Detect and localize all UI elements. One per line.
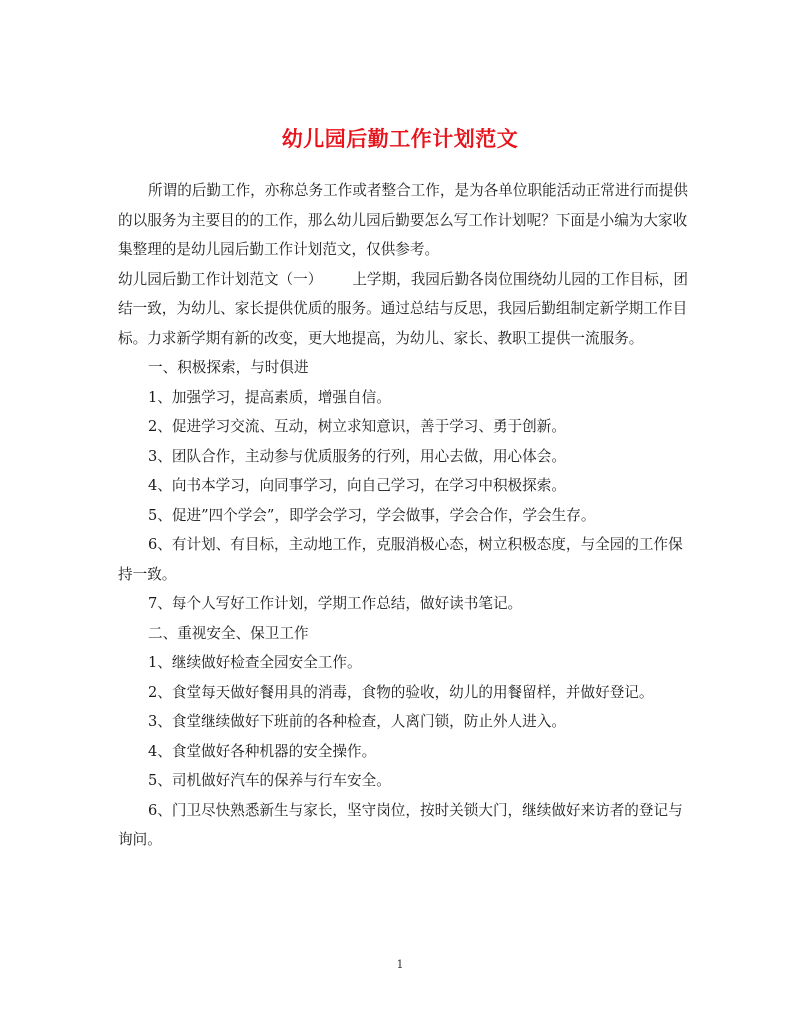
section1-item: 7、每个人写好工作计划，学期工作总结，做好读书笔记。: [148, 595, 523, 612]
page-number: 1: [396, 958, 404, 971]
section2-item: 4、食堂做好各种机器的安全操作。: [148, 742, 377, 760]
sample-heading: 幼儿园后勤工作计划范文（一）: [118, 270, 323, 288]
section2-item: 2、食堂每天做好餐用具的消毒，食物的验收，幼儿的用餐留样，并做好登记。: [148, 683, 654, 701]
section1-item: 4、向书本学习，向同事学习，向自己学习，在学习中积极探索。: [148, 477, 566, 494]
sample-paragraph: [118, 265, 688, 354]
section2-title: 二、重视安全、保卫工作: [148, 624, 309, 642]
section2-item: 1、继续做好检查全园安全工作。: [148, 654, 362, 671]
section1-title: 一、积极探索，与时俱进: [148, 359, 309, 376]
page-title: 幼儿园后勤工作计划范文: [281, 126, 519, 152]
sample-intro: 上学期，我园后勤各岗位围绕幼儿园的工作目标，团结一致，为幼儿、家长提供优质的服务。通过总结与反思，我园后勤组制定新学期工作目标。力求新学期有新的改变，更大地提高，为幼儿、家长、教职工提供一流服务。: [118, 270, 688, 347]
section1-item: 1、加强学习，提高素质，增强自信。: [148, 388, 391, 406]
section1-item: 2、促进学习交流、互动，树立求知意识，善于学习、勇于创新。: [148, 418, 566, 435]
section1-item: 6、有计划、有目标，主动地工作，克服消极心态，树立积极态度，与全园的工作保持一致。: [118, 536, 683, 583]
intro-paragraph: 所谓的后勤工作，亦称总务工作或者整合工作，是为各单位职能活动正常进行而提供的以服务为主要目的的工作，那么幼儿园后勤要怎么写工作计划呢？下面是小编为大家收集整理的是幼儿园后勤工作计划范文，仅供参考。: [118, 182, 688, 258]
section2-item: 3、食堂继续做好下班前的各种检查，人离门锁，防止外人进入。: [148, 713, 566, 730]
section2-item: 6、门卫尽快熟悉新生与家长，坚守岗位，按时关锁大门，继续做好来访者的登记与询问。: [118, 801, 683, 848]
section1-item: 3、团队合作，主动参与优质服务的行列，用心去做，用心体会。: [148, 447, 566, 465]
document-body: [118, 176, 688, 855]
section1-item: 5、促进”四个学会”，即学会学习，学会做事，学会合作，学会生存。: [148, 506, 596, 524]
section2-item: 5、司机做好汽车的保养与行车安全。: [148, 772, 391, 789]
